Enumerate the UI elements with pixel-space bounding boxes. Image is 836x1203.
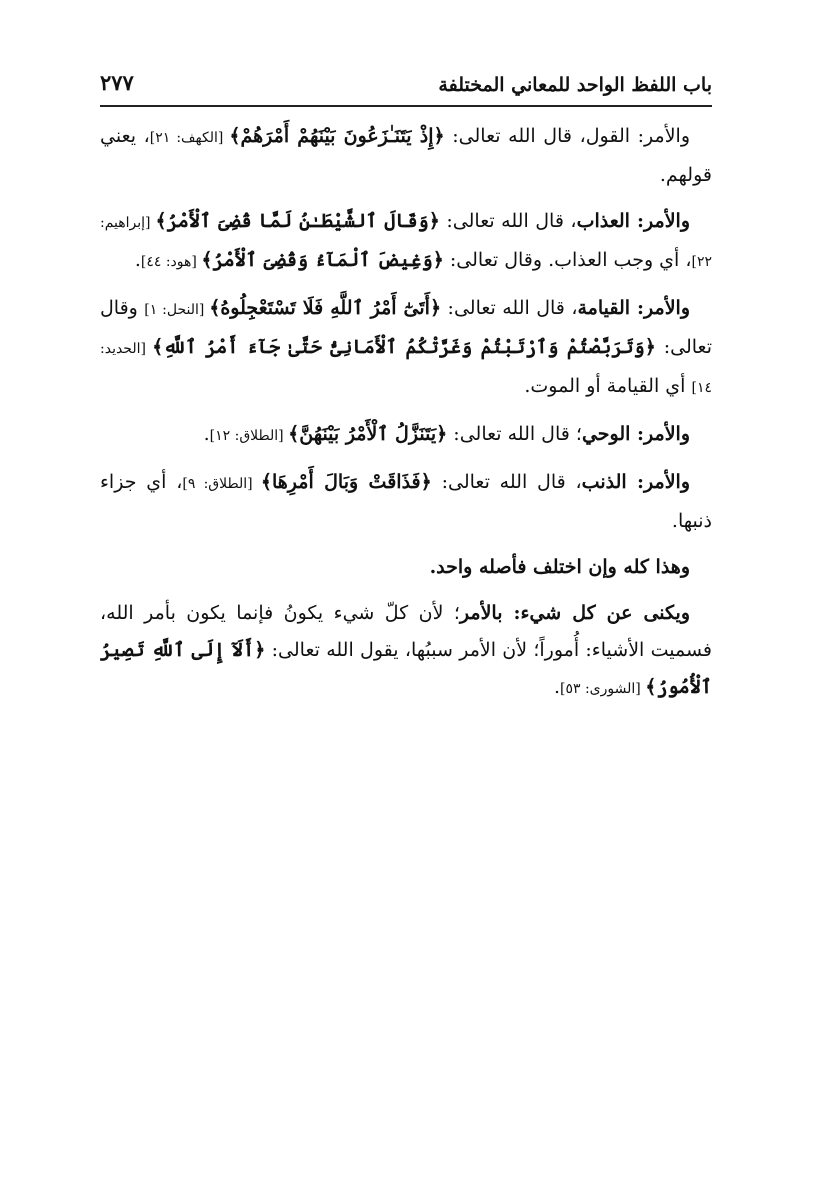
paragraph-amr-adhab bbox=[100, 203, 712, 281]
verse-reference: [النحل: ١] bbox=[144, 302, 210, 318]
mid-text: ، أي وجب العذاب. وقال تعالى: bbox=[443, 249, 692, 271]
page-number: ٢٧٧ bbox=[100, 70, 134, 95]
paragraph-amr-qawl bbox=[100, 118, 712, 194]
verse-reference-2: [هود: ٤٤] bbox=[140, 254, 202, 270]
lead-text: : القول، قال الله تعالى: bbox=[444, 125, 645, 147]
quran-verse: ﴿فَذَاقَتْ وَبَالَ أَمْرِهَا﴾ bbox=[260, 471, 432, 493]
quran-verse: ﴿أَتَىٰٓ أَمْرُ ٱللَّهِ فَلَا تَسْتَعْجِلُوهُ﴾ bbox=[209, 297, 442, 319]
tail-text: أي القيامة أو الموت. bbox=[524, 375, 692, 397]
lead-text: ، قال الله تعالى: bbox=[441, 297, 578, 319]
lead-text: ، قال الله تعالى: bbox=[431, 471, 582, 493]
conclusion-text: وهذا كله وإن اختلف فأصله واحد. bbox=[429, 556, 690, 578]
paragraph-amr-qiyama bbox=[100, 290, 712, 407]
tail-text: . bbox=[203, 423, 210, 445]
lead-text: ؛ لأن كلّ شيء يكونُ فإنما يكون بأمر الله، فسميت الأشياء: أُموراً؛ لأن الأمر سببُها، يقول الله تعالى: bbox=[100, 602, 713, 661]
quran-verse: ﴿إِذْ يَتَنَـٰزَعُونَ بَيْنَهُمْ أَمْرَهُمْ﴾ bbox=[229, 125, 445, 147]
term-label: والأمر bbox=[644, 125, 690, 147]
verse-reference: [الشورى: ٥٣] bbox=[560, 681, 646, 697]
quran-verse-2: ﴿وَتَرَبَّصْتُمْ وَٱرْتَبْتُمْ وَغَرَّتْكُمُ ٱلْأَمَانِىُّ حَتَّىٰ جَآءَ أَمْرُ ٱللَّهِ﴾ bbox=[152, 336, 656, 358]
quran-verse: ﴿وَقَالَ ٱلشَّيْطَـٰنُ لَمَّا قُضِىَ ٱلْأَمْرُ﴾ bbox=[155, 210, 440, 232]
term-label: والأمر: العذاب bbox=[576, 210, 691, 232]
term-label: والأمر: القيامة bbox=[577, 297, 690, 319]
verse-reference: [الطلاق: ١٢] bbox=[209, 428, 289, 444]
verse-reference: [الكهف: ٢١] bbox=[149, 130, 230, 146]
header-rule bbox=[100, 105, 712, 107]
verse-reference: [إبراهيم: ٢٢] bbox=[100, 215, 712, 270]
paragraph-amr-wahy bbox=[100, 416, 712, 455]
quran-verse: ﴿يَتَنَزَّلُ ٱلْأَمْرُ بَيْنَهُنَّ﴾ bbox=[288, 423, 448, 445]
paragraph-amr-shay bbox=[100, 595, 712, 708]
term-label: والأمر: الوحي bbox=[581, 423, 690, 445]
lead-text: ، قال الله تعالى: bbox=[439, 210, 577, 232]
paragraph-conclusion bbox=[100, 549, 712, 586]
term-label: والأمر: الذنب bbox=[581, 471, 691, 493]
lead-text: ؛ قال الله تعالى: bbox=[447, 423, 582, 445]
tail-text: . bbox=[134, 249, 141, 271]
tail-text: ، أي جزاء ذنبها. bbox=[100, 471, 712, 532]
chapter-title: باب اللفظ الواحد للمعاني المختلفة bbox=[438, 74, 712, 96]
quran-verse: ﴿أَلَآ إِلَى ٱللَّهِ تَصِيرُ ٱلْأُمُورُ﴾ bbox=[100, 639, 712, 698]
running-header bbox=[100, 70, 712, 102]
mid-text: وقال تعالى: bbox=[100, 297, 712, 358]
body-text bbox=[100, 118, 712, 717]
quran-verse-2: ﴿وَغِيضَ ٱلْمَآءُ وَقُضِىَ ٱلْأَمْرُ﴾ bbox=[201, 249, 444, 271]
verse-reference-2: [الحديد: ١٤] bbox=[100, 341, 712, 396]
verse-reference: [الطلاق: ٩] bbox=[182, 476, 261, 492]
term-label: ويكنى عن كل شيء: بالأمر bbox=[459, 602, 690, 624]
tail-text: ، يعني قولهم. bbox=[100, 125, 712, 186]
tail-text: . bbox=[553, 676, 560, 698]
paragraph-amr-dhanb bbox=[100, 464, 712, 540]
